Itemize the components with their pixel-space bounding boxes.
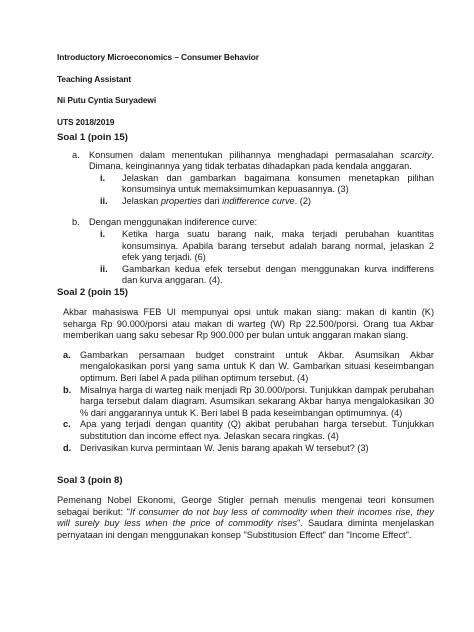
subitem-text: Gambarkan kedua efek tersebut dengan menggunakan kurva indifferens dan kurva anggaran. (4). — [122, 263, 434, 286]
subitem-label: ii. — [100, 195, 108, 206]
subitem-text: Jelaskan properties dari indifference curve. (2) — [122, 195, 311, 206]
role-line: Teaching Assistant — [57, 73, 132, 84]
subitem-text: Jelaskan dan gambarkan bagaimana konsumen menetapkan pilihan konsumsinya untuk memaksimumkan kepuasannya. (3) — [122, 172, 434, 195]
soal2-item-b — [63, 385, 434, 420]
soal1-item-a-ii — [72, 196, 434, 208]
soal1-item-b-i — [72, 229, 434, 264]
item-text: Konsumen dalam menentukan pilihannya menghadapi permasalahan scarcity. Dimana, keinginannya yang tidak terbatas dihadapkan pada kendala anggaran. — [89, 149, 434, 172]
item-label: d. — [63, 442, 72, 453]
subitem-label: i. — [100, 172, 106, 183]
item-label: a. — [63, 349, 71, 360]
item-label: b. — [63, 384, 72, 395]
soal1-item-b-ii — [72, 264, 434, 287]
soal2-item-d — [63, 443, 434, 455]
soal2-item-a — [63, 350, 434, 385]
course-title: Introductory Microeconomics – Consumer Behavior — [57, 52, 259, 62]
item-text: Derivasikan kurva permintaan W. Jenis barang apakah W tersebut? (3) — [80, 442, 369, 453]
soal2-item-c — [63, 419, 434, 442]
item-text: Apa yang terjadi dengan quantity (Q) akibat perubahan harga tersebut. Tunjukkan substitution dan income effect nya. Jelaskan secara ringkas. (4) — [80, 419, 434, 441]
item-text: Gambarkan persamaan budget constraint untuk Akbar. Asumsikan Akbar mengalokasikan porsi yang sama untuk K dan W. Gambarkan situasi keseimbangan optimum. Beri label A pada pilihan optimum tersebut. (4) — [80, 349, 434, 383]
soal3-title: Soal 3 (poin 8) — [57, 475, 123, 487]
item-label: c. — [63, 419, 71, 430]
soal2-intro: Akbar mahasiswa FEB UI mempunyai opsi untuk makan siang: makan di kantin (K) seharga Rp 90.000/porsi atau makan di warteg (W) Rp 22.500/porsi. Orang tua Akbar memberikan uang saku sebesar Rp 900.000 per bulan untuk anggaran makan siang. — [63, 307, 434, 341]
soal1-item-b — [72, 217, 434, 229]
soal1-item-a — [72, 150, 434, 173]
soal3-text: Pemenang Nobel Ekonomi, George Stigler pernah menulis mengenai teori konsumen sebagai berikut: "If consumer do not buy less of commodity when their incomes rise, they will surely buy less when the price of commodity rises". Saudara diminta menjelaskan pernyataan ini dengan menggunakan konsep "Substitusion Effect" dan "Income Effect". — [57, 495, 434, 540]
author-name: Ni Putu Cyntia Suryadewi — [57, 95, 157, 105]
subitem-label: ii. — [100, 263, 108, 274]
subitem-text: Ketika harga suatu barang naik, maka terjadi perubahan kuantitas konsumsinya. Apabila barang tersebut adalah barang normal, jelaskan 2 efek yang terjadi. (6) — [122, 229, 434, 263]
item-text: Dengan menggunakan indiference curve: — [89, 217, 258, 228]
exam-period: UTS 2018/2019 — [57, 116, 115, 127]
item-label: b. — [72, 217, 80, 228]
soal1-item-a-i — [72, 173, 434, 196]
item-label: a. — [72, 149, 80, 160]
item-text: Misalnya harga di warteg naik menjadi Rp 30.000/porsi. Tunjukkan dampak perubahan harga tersebut dalam diagram. Asumsikan sekarang Akbar hanya mengalokasikan 30 % dari anggarannya untuk K. Beri label B pada keseimbangan optimumnya. (4) — [80, 384, 434, 418]
subitem-label: i. — [100, 229, 106, 240]
soal2-title: Soal 2 (poin 15) — [57, 287, 128, 299]
soal1-title: Soal 1 (poin 15) — [57, 131, 128, 143]
